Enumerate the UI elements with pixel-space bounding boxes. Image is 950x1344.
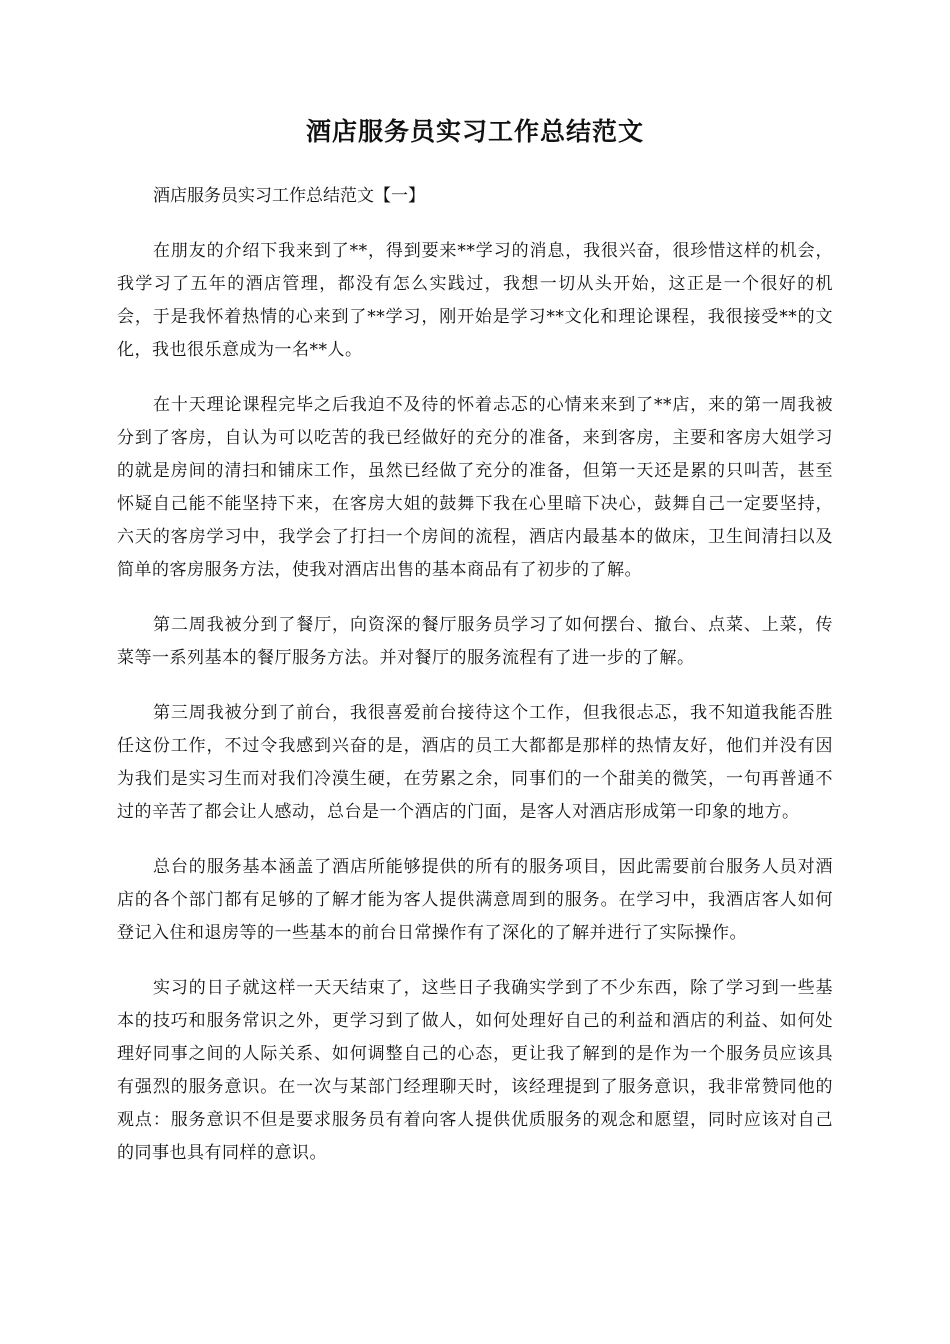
- section-heading: 酒店服务员实习工作总结范文【一】: [153, 186, 425, 206]
- document-page: [117, 0, 833, 1170]
- paragraph-2: 在十天理论课程完毕之后我迫不及待的怀着忐忑的心情来来到了**店，来的第一周我被分到了客房，自认为可以吃苦的我已经做好的充分的准备，来到客房，主要和客房大姐学习的就是房间的清扫和铺床工作，虽然已经做了充分的准备，但第一天还是累的只叫苦，甚至怀疑自己能不能坚持下来，在客房大姐的鼓舞下我在心里暗下决心，鼓舞自己一定要坚持，六天的客房学习中，我学会了打扫一个房间的流程，酒店内最基本的做床，卫生间清扫以及简单的客房服务方法，使我对酒店出售的基本商品有了初步的了解。: [117, 395, 833, 580]
- paragraph-1: 在朋友的介绍下我来到了**，得到要来**学习的消息，我很兴奋，很珍惜这样的机会，我学习了五年的酒店管理，都没有怎么实践过，我想一切从头开始，这正是一个很好的机会，于是我怀着热情的心来到了**学习，刚开始是学习**文化和理论课程，我很接受**的文化，我也很乐意成为一名**人。: [117, 241, 833, 360]
- document-title: 酒店服务员实习工作总结范文: [305, 117, 644, 146]
- paragraph-3: 第二周我被分到了餐厅，向资深的餐厅服务员学习了如何摆台、撤台、点菜、上菜，传菜等一系列基本的餐厅服务方法。并对餐厅的服务流程有了进一步的了解。: [117, 615, 833, 668]
- paragraph-4: 第三周我被分到了前台，我很喜爱前台接待这个工作，但我很忐忑，我不知道我能否胜任这份工作，不过令我感到兴奋的是，酒店的员工大都都是那样的热情友好，他们并没有因为我们是实习生而对我们冷漠生硬，在劳累之余，同事们的一个甜美的微笑，一句再普通不过的辛苦了都会让人感动，总台是一个酒店的门面，是客人对酒店形成第一印象的地方。: [117, 703, 833, 822]
- paragraph-6: 实习的日子就这样一天天结束了，这些日子我确实学到了不少东西，除了学习到一些基本的技巧和服务常识之外，更学习到了做人，如何处理好自己的利益和酒店的利益、如何处理好同事之间的人际关系、如何调整自己的心态，更让我了解到的是作为一个服务员应该具有强烈的服务意识。在一次与某部门经理聊天时，该经理提到了服务意识，我非常赞同他的观点：服务意识不但是要求服务员有着向客人提供优质服务的观念和愿望，同时应该对自己的同事也具有同样的意识。: [117, 978, 833, 1163]
- paragraph-5: 总台的服务基本涵盖了酒店所能够提供的所有的服务项目，因此需要前台服务人员对酒店的各个部门都有足够的了解才能为客人提供满意周到的服务。在学习中，我酒店客人如何登记入住和退房等的一些基本的前台日常操作有了深化的了解并进行了实际操作。: [117, 857, 833, 943]
